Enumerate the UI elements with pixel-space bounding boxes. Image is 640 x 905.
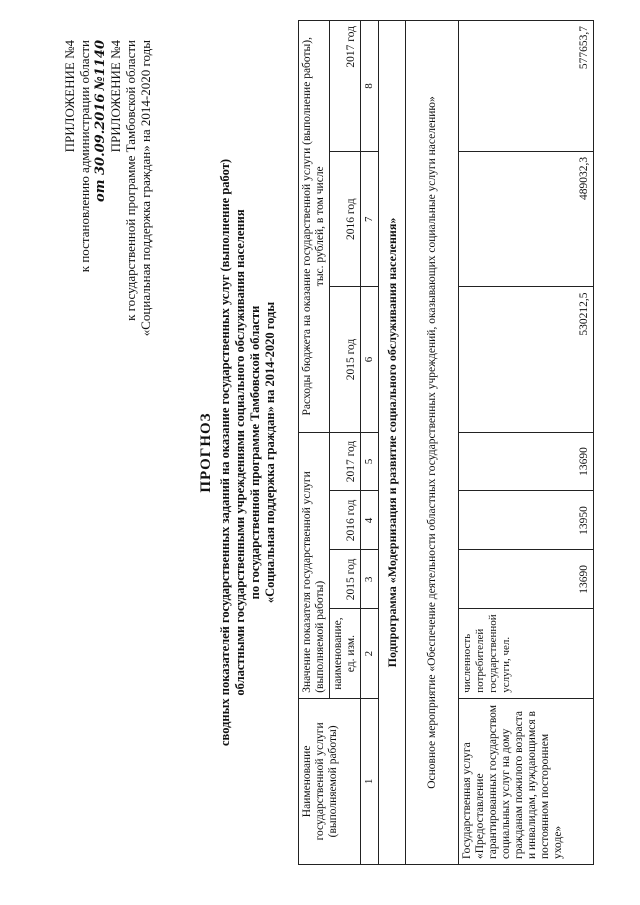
title-line-3: по государственной программе Тамбовской области <box>248 305 262 600</box>
main-activity-title: Основное мероприятие «Обеспечение деятельности областных государственных учреждений, оказывающих социальные услуги населению» <box>406 21 459 865</box>
subprogram-row <box>379 21 406 865</box>
decree-date: от 30.09.2016 <box>93 93 108 202</box>
header-indicator: Значение показателя государственной услуги (выполняемой работы) <box>299 432 330 698</box>
col-number: 6 <box>361 287 379 432</box>
title-main: ПРОГНОЗ <box>198 412 214 493</box>
col-number: 7 <box>361 151 379 287</box>
appendix-decree: к постановлению администрации области <box>77 40 92 273</box>
appendix-signature-line <box>92 40 108 336</box>
header-year-2016: 2016 год <box>330 491 361 550</box>
appendix-program: к государственной программе Тамбовской области <box>123 40 138 321</box>
table-row <box>459 21 594 865</box>
budget-2016: 489032,3 <box>459 151 594 287</box>
header-unit: наименование, ед. изм. <box>330 609 361 698</box>
service-name: Государственная услуга «Предоставление гарантированных государством социальных услуг на дому гражданам пожилого возраста и инвалидам, нуждающимся в постоянном постороннем уходе» <box>459 698 594 864</box>
title-line-1: сводных показателей государственных заданий на оказание государственных услуг (выполнение работ) <box>218 159 232 746</box>
forecast-table <box>298 20 594 865</box>
column-number-row <box>361 21 379 865</box>
col-number: 8 <box>361 21 379 152</box>
col-number: 5 <box>361 432 379 491</box>
header-budget: Расходы бюджета на оказание государственной услуги (выполнение работы), тыс. рублей, в том числе <box>299 21 330 433</box>
header-budget-2017: 2017 год <box>330 21 361 152</box>
header-year-2015: 2015 год <box>330 550 361 609</box>
appendix-block <box>62 40 153 336</box>
title-line-2: областными государственными учреждениями социального обслуживания населения <box>233 209 247 696</box>
appendix-title-2: ПРИЛОЖЕНИЕ №4 <box>108 40 123 153</box>
header-year-2017: 2017 год <box>330 432 361 491</box>
col-number: 2 <box>361 609 379 698</box>
decree-number: №1140 <box>93 40 108 91</box>
header-service: Наименование государственной услуги (выполняемой работы) <box>299 698 361 864</box>
value-2015: 13690 <box>459 550 594 609</box>
indicator-unit: численность потребителей государственной услуги, чел. <box>459 609 594 698</box>
header-row-1 <box>299 21 330 865</box>
title-line-4: «Социальная поддержка граждан» на 2014-2020 годы <box>263 301 277 604</box>
value-2016: 13950 <box>459 491 594 550</box>
value-2017: 13690 <box>459 432 594 491</box>
header-budget-2015: 2015 год <box>330 287 361 432</box>
main-activity-row <box>406 21 459 865</box>
budget-2015: 530212,5 <box>459 287 594 432</box>
appendix-title: ПРИЛОЖЕНИЕ №4 <box>62 40 77 153</box>
col-number: 1 <box>361 698 379 864</box>
col-number: 4 <box>361 491 379 550</box>
budget-2017: 577653,7 <box>459 21 594 152</box>
subprogram-title: Подпрограмма «Модернизация и развитие социального обслуживания населения» <box>379 21 406 865</box>
header-budget-2016: 2016 год <box>330 151 361 287</box>
appendix-program-name: «Социальная поддержка граждан» на 2014-2020 годы <box>138 40 153 337</box>
document-title <box>198 80 278 825</box>
col-number: 3 <box>361 550 379 609</box>
